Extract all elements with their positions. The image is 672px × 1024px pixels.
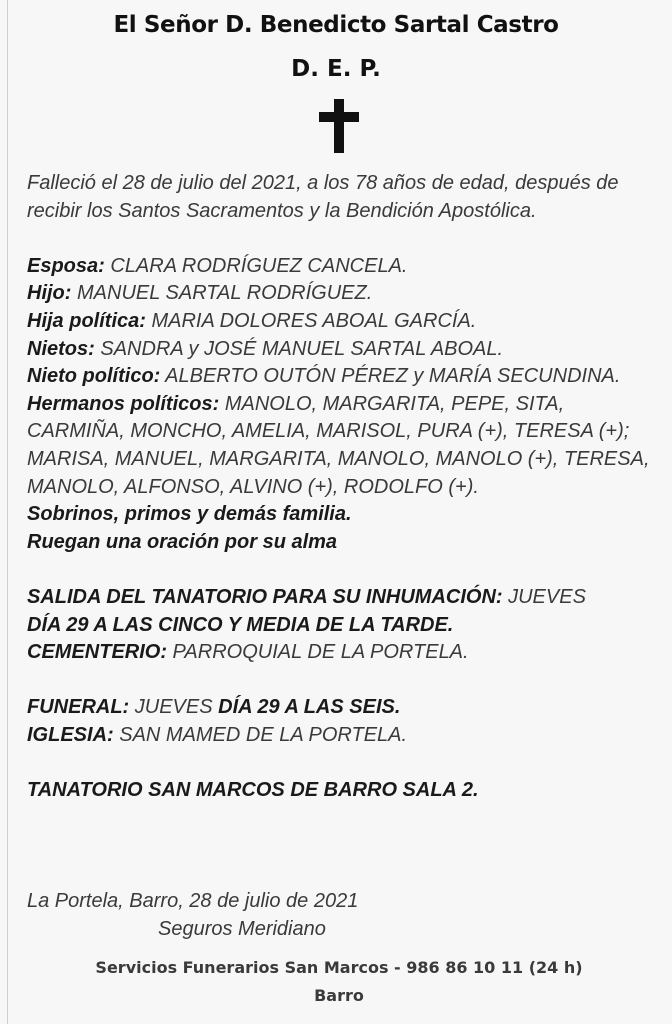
signature-company: Seguros Meridiano (158, 918, 326, 940)
nieto-politico-value: ALBERTO OUTÓN PÉREZ y MARÍA SECUNDINA. (160, 365, 621, 388)
funeral-label: FUNERAL: (27, 696, 130, 719)
burial-salida (27, 584, 659, 612)
cementerio-label: CEMENTERIO: (27, 641, 167, 664)
tanatorio-text: TANATORIO SAN MARCOS DE BARRO SALA 2. (27, 779, 479, 802)
hijo-label: Hijo: (27, 282, 72, 305)
obituary-body (27, 170, 659, 805)
deceased-name: El Señor D. Benedicto Sartal Castro (113, 12, 559, 38)
salida-label: SALIDA DEL TANATORIO PARA SU INHUMACIÓN: (27, 585, 503, 608)
footer-town: Barro (314, 986, 364, 1005)
dep-heading: D. E. P. (291, 56, 381, 82)
funeral-day: JUEVES (129, 696, 219, 719)
family-hermanos-politicos (27, 391, 659, 501)
hijo-value: MANUEL SARTAL RODRÍGUEZ. (71, 282, 373, 305)
death-announcement: Falleció el 28 de julio del 2021, a los 78 años de edad, después de recibir los Santos Sacramentos y la Bendición Apostólica. (27, 172, 619, 222)
salida-time: DÍA 29 A LAS CINCO Y MEDIA DE LA TARDE. (27, 613, 454, 636)
tanatorio-info (27, 777, 659, 805)
sobrinos-text: Sobrinos, primos y demás familia. (27, 503, 352, 526)
footer-services: Servicios Funerarios San Marcos - 986 86 10 11 (24 h) (95, 958, 583, 977)
esposa-value: CLARA RODRÍGUEZ CANCELA. (104, 254, 408, 277)
hija-politica-label: Hija política: (27, 309, 146, 332)
hija-politica-value: MARIA DOLORES ABOAL GARCÍA. (145, 309, 477, 332)
latin-cross-icon (319, 99, 359, 153)
family-esposa (27, 253, 659, 281)
nietos-value: SANDRA y JOSÉ MANUEL SARTAL ABOAL. (94, 337, 504, 360)
family-nieto-politico (27, 363, 659, 391)
funeral-info (27, 694, 659, 722)
funeral-time: DÍA 29 A LAS SEIS. (218, 696, 401, 719)
family-ruegan (27, 529, 659, 557)
esposa-label: Esposa: (27, 254, 105, 277)
family-nietos (27, 336, 659, 364)
cementerio-value: PARROQUIAL DE LA PORTELA. (167, 641, 469, 664)
nietos-label: Nietos: (27, 337, 95, 360)
ruegan-text: Ruegan una oración por su alma (27, 530, 338, 553)
family-hijo (27, 280, 659, 308)
nieto-politico-label: Nieto político: (27, 365, 161, 388)
hermanos-label: Hermanos políticos: (27, 392, 220, 415)
hermanos-value: MANOLO, MARGARITA, PEPE, SITA, CARMIÑA, MONCHO, AMELIA, MARISOL, PURA (+), TERESA (+); MARISA, MANUEL, MARGARITA, MANOLO, MANOLO (+), TERESA, MANOLO, ALFONSO, ALVINO (+), RODOLFO (+). (27, 392, 650, 498)
funeral-iglesia (27, 722, 659, 750)
iglesia-value: SAN MAMED DE LA PORTELA. (113, 723, 408, 746)
burial-cementerio (27, 639, 659, 667)
signature-place-date: La Portela, Barro, 28 de julio de 2021 (27, 890, 359, 912)
iglesia-label: IGLESIA: (27, 723, 114, 746)
burial-salida-time (27, 612, 659, 640)
salida-day: JUEVES (502, 585, 586, 608)
family-sobrinos (27, 501, 659, 529)
family-hija-politica (27, 308, 659, 336)
